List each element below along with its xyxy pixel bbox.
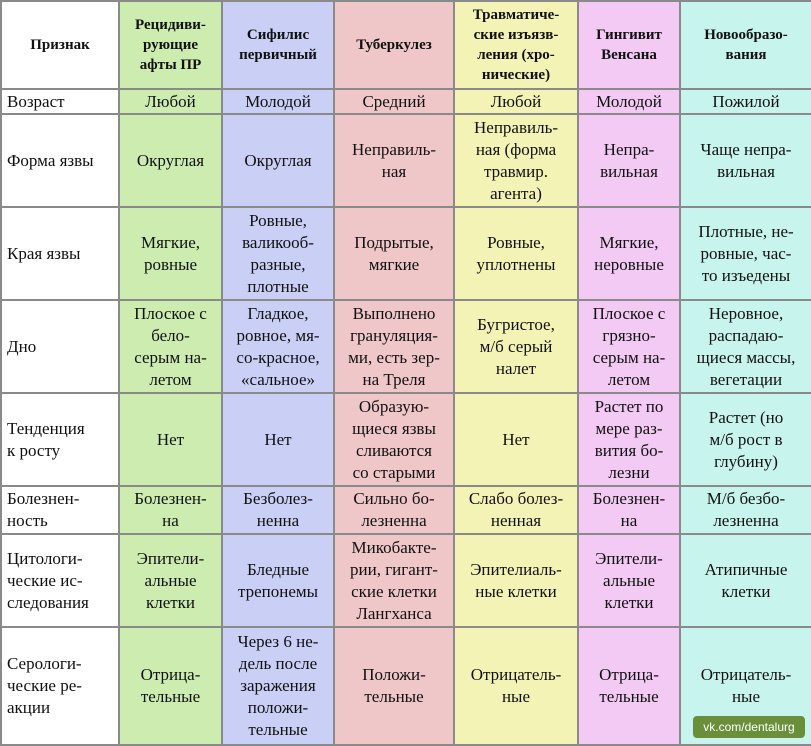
table-row <box>1 207 811 300</box>
table-cell: Слабо болез- ненная <box>454 486 578 534</box>
table-row <box>1 393 811 486</box>
table-cell: Подрытые, мягкие <box>334 207 454 300</box>
table-cell: Округлая <box>222 114 334 207</box>
table-cell: Нет <box>119 393 222 486</box>
table-cell: Болезнен- на <box>119 486 222 534</box>
table-cell: Положи- тельные <box>334 627 454 745</box>
table-cell: Молодой <box>222 89 334 114</box>
table-cell: Нет <box>222 393 334 486</box>
table-cell: Отрицатель- ные <box>454 627 578 745</box>
table-cell: Неправиль- ная <box>334 114 454 207</box>
table-cell: Микобакте- рии, гигант- ские клетки Лангханса <box>334 534 454 627</box>
table-cell: Эпителиаль- ные клетки <box>454 534 578 627</box>
table-cell: Отрица- тельные <box>578 627 680 745</box>
row-label: Серологи- ческие ре- акции <box>1 627 119 745</box>
table-cell: Отрицатель- ные <box>680 627 811 745</box>
table-cell: Через 6 не- дель после заражения положи- тельные <box>222 627 334 745</box>
header-recurrent-aphthae: Рецидиви- рующие афты ПР <box>119 1 222 89</box>
table-cell: Любой <box>454 89 578 114</box>
table-cell: Безболез- ненна <box>222 486 334 534</box>
table-cell: Бугристое, м/б серый налет <box>454 300 578 393</box>
table-cell: Неровное, распадаю- щиеся массы, вегетации <box>680 300 811 393</box>
table-cell: Средний <box>334 89 454 114</box>
table-cell: Гладкое, ровное, мя- со-красное, «сальное» <box>222 300 334 393</box>
header-neoplasm: Новообразо- вания <box>680 1 811 89</box>
row-label: Края язвы <box>1 207 119 300</box>
header-feature: Признак <box>1 1 119 89</box>
table-cell: Плоское с грязно- серым на- летом <box>578 300 680 393</box>
table-cell: Мягкие, неровные <box>578 207 680 300</box>
table-cell: М/б безбо- лезненна <box>680 486 811 534</box>
header-syphilis: Сифилис первичный <box>222 1 334 89</box>
table-cell: Неправиль- ная (форма травмир. агента) <box>454 114 578 207</box>
row-label: Возраст <box>1 89 119 114</box>
table-cell: Эпители- альные клетки <box>578 534 680 627</box>
table-row <box>1 114 811 207</box>
table-row <box>1 300 811 393</box>
table-cell: Растет по мере раз- вития бо- лезни <box>578 393 680 486</box>
row-label: Форма язвы <box>1 114 119 207</box>
table-cell: Отрица- тельные <box>119 627 222 745</box>
row-label: Дно <box>1 300 119 393</box>
table-cell: Любой <box>119 89 222 114</box>
header-vincent: Гингивит Венсана <box>578 1 680 89</box>
header-tuberculosis: Туберкулез <box>334 1 454 89</box>
table-cell: Бледные трепонемы <box>222 534 334 627</box>
row-label: Тенденция к росту <box>1 393 119 486</box>
table-cell: Эпители- альные клетки <box>119 534 222 627</box>
row-label: Болезнен- ность <box>1 486 119 534</box>
table-row <box>1 534 811 627</box>
table-row <box>1 486 811 534</box>
table-cell: Атипичные клетки <box>680 534 811 627</box>
header-row <box>1 1 811 89</box>
table-row <box>1 627 811 745</box>
table-cell: Ровные, валикооб- разные, плотные <box>222 207 334 300</box>
table-cell: Выполнено грануляция- ми, есть зер- на Треля <box>334 300 454 393</box>
table-cell: Чаще непра- вильная <box>680 114 811 207</box>
table-cell: Молодой <box>578 89 680 114</box>
table-cell: Округлая <box>119 114 222 207</box>
table-cell: Мягкие, ровные <box>119 207 222 300</box>
table-cell: Нет <box>454 393 578 486</box>
table-cell: Плоское с бело- серым на- летом <box>119 300 222 393</box>
table-cell: Болезнен- на <box>578 486 680 534</box>
header-traumatic: Травматиче- ские изъязв- ления (хро- нические) <box>454 1 578 89</box>
table-cell: Непра- вильная <box>578 114 680 207</box>
table-cell: Ровные, уплотнены <box>454 207 578 300</box>
table-cell: Плотные, не- ровные, час- то изъедены <box>680 207 811 300</box>
row-label: Цитологи- ческие ис- следования <box>1 534 119 627</box>
table-cell: Образую- щиеся язвы сливаются со старыми <box>334 393 454 486</box>
table-row <box>1 89 811 114</box>
table-cell: Растет (но м/б рост в глубину) <box>680 393 811 486</box>
table-cell: Сильно бо- лезненна <box>334 486 454 534</box>
watermark-label: vk.com/dentalurg <box>693 716 805 738</box>
table-cell: Пожилой <box>680 89 811 114</box>
